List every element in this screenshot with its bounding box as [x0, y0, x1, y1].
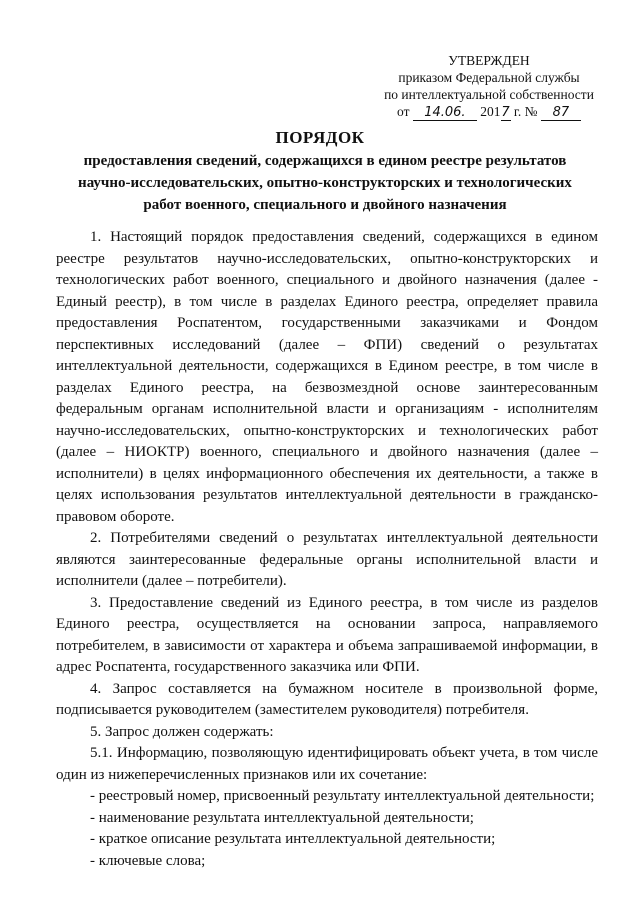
list-item-name: - наименование результата интеллектуальной деятельности;: [90, 809, 474, 826]
approval-year-digit: 7: [501, 105, 510, 120]
paragraph-5: 5. Запрос должен содержать:: [90, 723, 274, 740]
list-item-keywords: - ключевые слова;: [90, 852, 206, 869]
approval-agency-line: по интеллектуальной собственности: [384, 87, 594, 102]
document-body: [56, 227, 598, 872]
paragraph-1: 1. Настоящий порядок предоставления сведений, содержащихся в едином реестре результатов научно-исследовательских, опытно-конструкторских и технологических работ военного, специального и двойного назначения (далее - Единый реестр), в том числе в разделах Единого реестра, определяет правила предоставления Роспатентом, государственными заказчиками и Фондом перспективных исследований (далее – ФПИ) сведений о результатах интеллектуальной деятельности, содержащихся в Едином реестре, в том числе в разделах Единого реестра, на безвозмездной основе заинтересованным федеральным органам исполнительной власти и организациям - исполнителям научно-исследовательских, опытно-конструкторских и технологических работ (далее – НИОКТР) военного, специального и двойного назначения (далее – исполнители) в целях информационного обеспечения их деятельности, а также в целях использования результатов интеллектуальной деятельности в гражданско-правовом обороте.: [56, 229, 598, 525]
approval-date: 14.06.: [413, 105, 477, 121]
approval-date-line: [384, 103, 594, 121]
list-item-description: - краткое описание результата интеллектуальной деятельности;: [90, 831, 496, 847]
paragraph-4: 4. Запрос составляется на бумажном носителе в произвольной форме, подписывается руководителем (заместителем руководителя) потребителя.: [56, 680, 598, 718]
approval-number: 87: [541, 105, 581, 121]
approval-stamp: [384, 52, 594, 121]
document-title: ПОРЯДОК: [275, 128, 365, 147]
approval-number-label: г. №: [513, 104, 538, 119]
approval-heading: УТВЕРЖДЕН: [448, 53, 530, 68]
paragraph-3: 3. Предоставление сведений из Единого реестра, в том числе из разделов Единого реестра, осуществляется на основании запроса, направляемого потребителем, в зависимости от характера и объема запрашиваемой информации, в адрес Роспатента, государственного заказчика или ФПИ.: [56, 594, 598, 675]
approval-order-line: приказом Федеральной службы: [398, 70, 580, 85]
approval-year-prefix: 201: [480, 104, 501, 119]
approval-from: от: [397, 104, 410, 119]
list-item-registry-number: - реестровый номер, присвоенный результату интеллектуальной деятельности;: [90, 788, 595, 804]
document-subtitle: предоставления сведений, содержащихся в едином реестре результатов научно-исследовательских, опытно-конструкторских и технологических работ военного, специального и двойного назначения: [78, 153, 572, 213]
paragraph-2: 2. Потребителями сведений о результатах интеллектуальной деятельности являются заинтересованные федеральные органы исполнительной власти и исполнители (далее – потребители).: [56, 530, 598, 589]
paragraph-5-1: 5.1. Информацию, позволяющую идентифицировать объект учета, в том числе один из нижеперечисленных признаков или их сочетание:: [56, 745, 598, 783]
